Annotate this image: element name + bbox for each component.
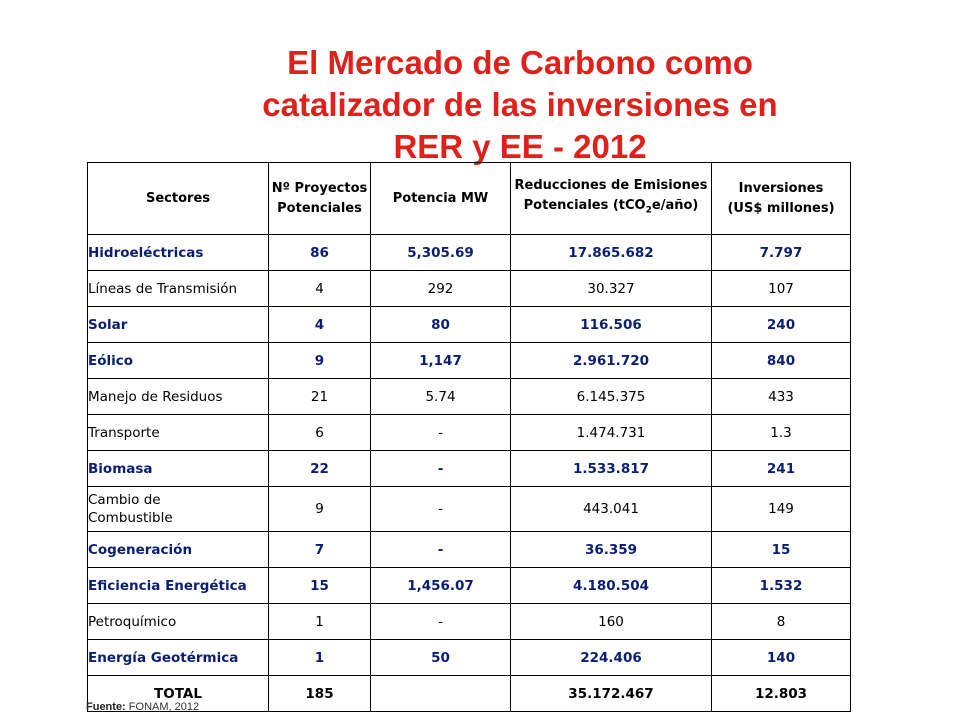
reducciones-cell: 6.145.375 (511, 379, 712, 415)
table-row-petroquimico (88, 604, 851, 640)
sector-cell: Energía Geotérmica (88, 640, 269, 676)
inversiones-cell: 1.532 (712, 568, 851, 604)
inversiones-cell: 15 (712, 532, 851, 568)
reducciones-cell: 443.041 (511, 487, 712, 532)
total-label-cell: TOTAL (88, 676, 269, 712)
total-reducciones-cell: 35.172.467 (511, 676, 712, 712)
table-row-manejo-residuos (88, 379, 851, 415)
potencia-cell: 1,147 (371, 343, 511, 379)
header-inversiones-line2: (US$ millones) (727, 200, 835, 216)
inversiones-cell: 240 (712, 307, 851, 343)
inversiones-cell: 107 (712, 271, 851, 307)
sector-cell: Petroquímico (88, 604, 269, 640)
title-line-2: catalizador de las inversiones en (262, 86, 778, 123)
reducciones-cell: 160 (511, 604, 712, 640)
table-row-cogeneracion (88, 532, 851, 568)
sector-cell: Manejo de Residuos (88, 379, 269, 415)
source-footnote (86, 701, 199, 713)
header-reducciones-line2: Potenciales (tCO (523, 198, 646, 214)
sector-cell-line2: Combustible (88, 510, 173, 526)
total-potencia-cell (371, 676, 511, 712)
header-sectores: Sectores (88, 163, 269, 235)
potencia-cell: 80 (371, 307, 511, 343)
sector-cell-line1: Cambio de (88, 492, 161, 508)
sector-cell: Hidroeléctricas (88, 235, 269, 271)
potencia-cell: 5.74 (371, 379, 511, 415)
header-inversiones-line1: Inversiones (738, 180, 824, 196)
title-line-1: El Mercado de Carbono como (287, 44, 753, 81)
potencia-cell: - (371, 415, 511, 451)
sector-cell: Transporte (88, 415, 269, 451)
header-reducciones-line1: Reducciones de Emisiones (514, 178, 708, 194)
proyectos-cell: 4 (269, 307, 371, 343)
potencia-cell: 50 (371, 640, 511, 676)
proyectos-cell: 9 (269, 487, 371, 532)
table-row-eolico (88, 343, 851, 379)
reducciones-cell: 4.180.504 (511, 568, 712, 604)
inversiones-cell: 433 (712, 379, 851, 415)
proyectos-cell: 22 (269, 451, 371, 487)
sector-cell: Solar (88, 307, 269, 343)
potencia-cell: 292 (371, 271, 511, 307)
total-inversiones-cell: 12.803 (712, 676, 851, 712)
carbon-market-table (87, 162, 851, 712)
header-inversiones (712, 163, 851, 235)
potencia-cell: - (371, 451, 511, 487)
sector-cell: Biomasa (88, 451, 269, 487)
sector-cell: Eólico (88, 343, 269, 379)
reducciones-cell: 17.865.682 (511, 235, 712, 271)
proyectos-cell: 86 (269, 235, 371, 271)
potencia-cell: - (371, 487, 511, 532)
inversiones-cell: 149 (712, 487, 851, 532)
sector-cell: Líneas de Transmisión (88, 271, 269, 307)
sector-cell (88, 487, 269, 532)
title-line-3: RER y EE - 2012 (393, 128, 647, 165)
header-reducciones-subscript: 2 (645, 205, 652, 216)
slide-title (200, 42, 840, 168)
potencia-cell: 1,456.07 (371, 568, 511, 604)
proyectos-cell: 7 (269, 532, 371, 568)
reducciones-cell: 1.533.817 (511, 451, 712, 487)
reducciones-cell: 116.506 (511, 307, 712, 343)
proyectos-cell: 15 (269, 568, 371, 604)
reducciones-cell: 2.961.720 (511, 343, 712, 379)
table-row-total (88, 676, 851, 712)
proyectos-cell: 9 (269, 343, 371, 379)
proyectos-cell: 6 (269, 415, 371, 451)
potencia-cell: - (371, 532, 511, 568)
header-proyectos (269, 163, 371, 235)
reducciones-cell: 36.359 (511, 532, 712, 568)
header-potencia: Potencia MW (371, 163, 511, 235)
sector-cell: Eficiencia Energética (88, 568, 269, 604)
potencia-cell: 5,305.69 (371, 235, 511, 271)
potencia-cell: - (371, 604, 511, 640)
source-label: Fuente: (86, 701, 126, 713)
inversiones-cell: 241 (712, 451, 851, 487)
source-text: FONAM, 2012 (128, 701, 200, 713)
table-row-hidroelectricas (88, 235, 851, 271)
inversiones-cell: 8 (712, 604, 851, 640)
table-row-cambio-combustible (88, 487, 851, 532)
inversiones-cell: 840 (712, 343, 851, 379)
header-row (88, 163, 851, 235)
header-reducciones (511, 163, 712, 235)
reducciones-cell: 1.474.731 (511, 415, 712, 451)
proyectos-cell: 21 (269, 379, 371, 415)
inversiones-cell: 140 (712, 640, 851, 676)
table-row-energia-geotermica (88, 640, 851, 676)
header-reducciones-line3: e/año) (651, 198, 699, 214)
reducciones-cell: 30.327 (511, 271, 712, 307)
table-row-eficiencia-energetica (88, 568, 851, 604)
inversiones-cell: 7.797 (712, 235, 851, 271)
sector-cell: Cogeneración (88, 532, 269, 568)
total-proyectos-cell: 185 (269, 676, 371, 712)
proyectos-cell: 1 (269, 640, 371, 676)
proyectos-cell: 4 (269, 271, 371, 307)
table-row-solar (88, 307, 851, 343)
header-proyectos-line1: Nº Proyectos (271, 180, 368, 196)
header-proyectos-line2: Potenciales (277, 200, 362, 216)
table-row-biomasa (88, 451, 851, 487)
inversiones-cell: 1.3 (712, 415, 851, 451)
table-row-lineas-transmision (88, 271, 851, 307)
reducciones-cell: 224.406 (511, 640, 712, 676)
table-row-transporte (88, 415, 851, 451)
proyectos-cell: 1 (269, 604, 371, 640)
